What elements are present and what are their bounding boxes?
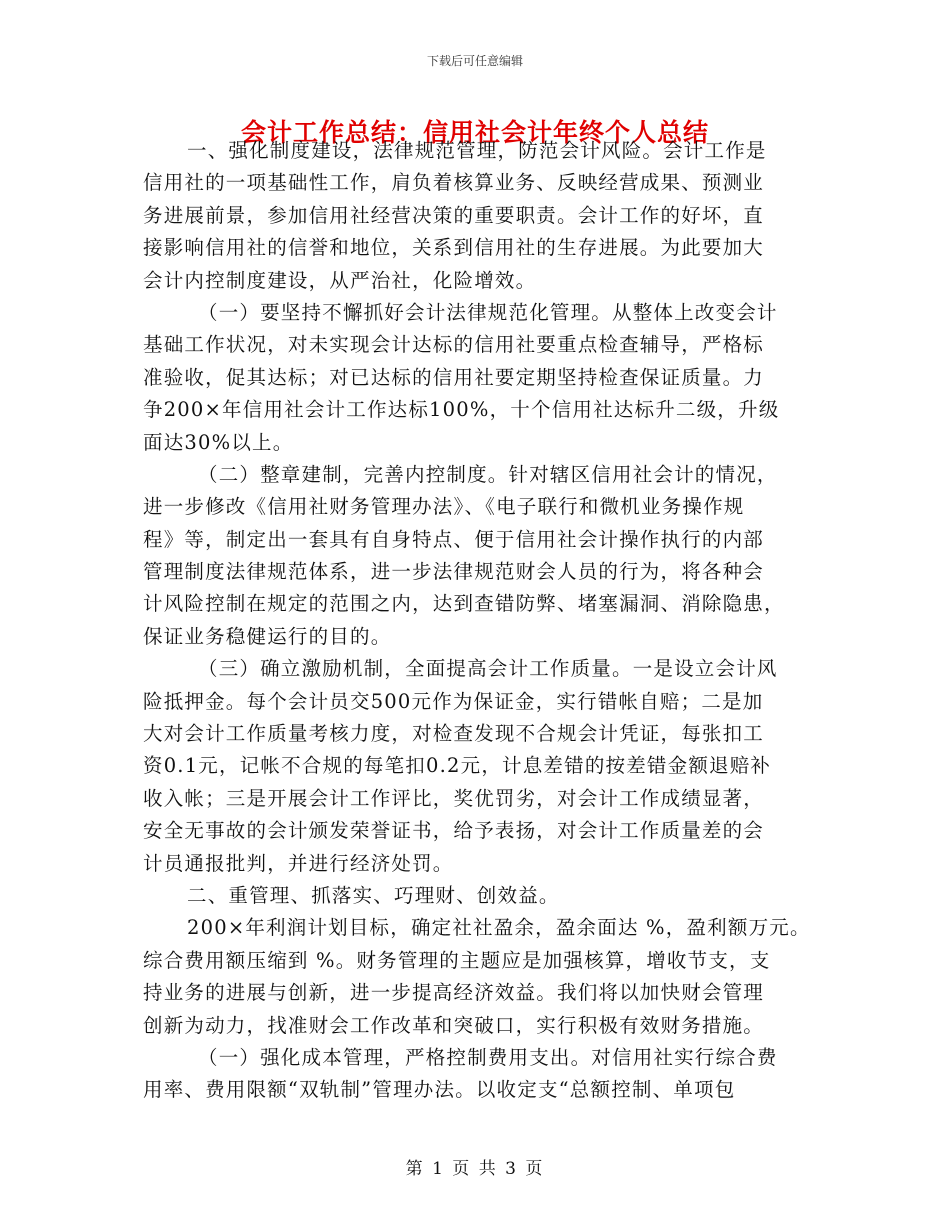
paragraph-line: 准验收，促其达标；对已达标的信用社要定期坚持检查保证质量。力 xyxy=(143,365,765,389)
paragraph-line: 管理制度法律规范体系，进一步法律规范财会人员的行为，将各种会 xyxy=(143,560,765,584)
paragraph-line: 计风险控制在规定的范围之内，达到查错防弊、堵塞漏洞、消除隐患， xyxy=(143,592,785,616)
paragraph-line: 接影响信用社的信誉和地位，关系到信用社的生存进展。为此要加大 xyxy=(143,236,765,260)
paragraph-line: 持业务的进展与创新，进一步提高经济效益。我们将以加快财会管理 xyxy=(143,981,765,1005)
paragraph-line: 险抵押金。每个会计员交500元作为保证金，实行错帐自赔；二是加 xyxy=(143,689,764,713)
paragraph-line: 信用社的一项基础性工作，肩负着核算业务、反映经营成果、预测业 xyxy=(143,171,765,195)
paragraph-line: 保证业务稳健运行的目的。 xyxy=(143,624,392,648)
paragraph-line: 争200×年信用社会计工作达标100%，十个信用社达标升二级，升级 xyxy=(143,398,780,422)
paragraph-line: 计员通报批判，并进行经济处罚。 xyxy=(143,851,454,875)
paragraph-line: 程》等，制定出一套具有自身特点、便于信用社会计操作执行的内部 xyxy=(143,527,765,551)
paragraph-line: 收入帐；三是开展会计工作评比，奖优罚劣，对会计工作成绩显著， xyxy=(143,786,765,810)
paragraph-line: 二、重管理、抓落实、巧理财、创效益。 xyxy=(187,883,560,907)
paragraph-line: 基础工作状况，对未实现会计达标的信用社要重点检查辅导，严格标 xyxy=(143,333,765,357)
document-body xyxy=(143,135,813,1107)
paragraph-line: 一、强化制度建设，法律规范管理，防范会计风险。会计工作是 xyxy=(187,139,767,162)
paragraph-line: 大对会计工作质量考核力度，对检查发现不合规会计凭证，每张扣工 xyxy=(143,722,765,746)
paragraph-line: 务进展前景，参加信用社经营决策的重要职责。会计工作的好坏，直 xyxy=(143,203,765,227)
paragraph-line: 综合费用额压缩到 %。财务管理的主题应是加强核算，增收节支，支 xyxy=(143,948,771,972)
page-number-footer: 第 1 页 共 3 页 xyxy=(405,1159,545,1179)
page-header: 下载后可任意编辑 xyxy=(426,54,523,68)
paragraph-line: 200×年利润计划目标，确定社社盈余，盈余面达 %，盈利额万元。 xyxy=(187,916,811,940)
paragraph-line: （一）要坚持不懈抓好会计法律规范化管理。从整体上改变会计 xyxy=(198,300,778,324)
paragraph-line: （一）强化成本管理，严格控制费用支出。对信用社实行综合费 xyxy=(198,1045,778,1069)
paragraph-line: 会计内控制度建设，从严治社，化险增效。 xyxy=(143,268,537,292)
paragraph-line: （三）确立激励机制，全面提高会计工作质量。一是设立会计风 xyxy=(198,657,778,681)
document-title: 会计工作总结：信用社会计年终个人总结 xyxy=(240,118,709,147)
paragraph-line: 用率、费用限额“双轨制”管理办法。以收定支“总额控制、单项包 xyxy=(143,1078,736,1102)
paragraph-line: （二）整章建制，完善内控制度。针对辖区信用社会计的情况， xyxy=(198,462,778,486)
paragraph-line: 进一步修改《信用社财务管理办法》、《电子联行和微机业务操作规 xyxy=(143,495,745,519)
paragraph-line: 安全无事故的会计颁发荣誉证书，给予表扬，对会计工作质量差的会 xyxy=(143,819,765,843)
paragraph-line: 面达30%以上。 xyxy=(143,430,294,454)
paragraph-line: 创新为动力，找准财会工作改革和突破口，实行积极有效财务措施。 xyxy=(143,1013,765,1037)
paragraph-line: 资0.1元，记帐不合规的每笔扣0.2元，计息差错的按差错金额退赔补 xyxy=(143,754,772,778)
